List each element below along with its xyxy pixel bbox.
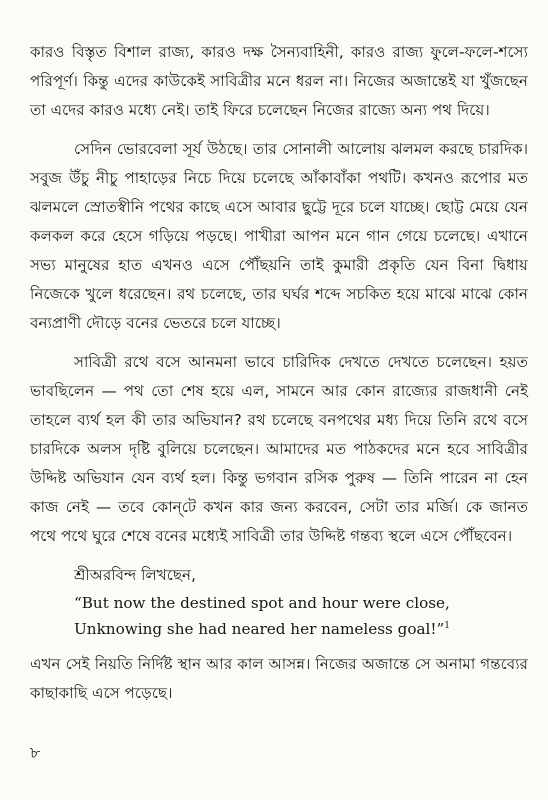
body-text: [30, 38, 528, 718]
closing-paragraph: এখন সেই নিয়তি নির্দিষ্ট স্থান আর কাল আসন্ন। নিজের অজান্তে সে অনামা গন্তব্যের কাছাকাছি এসে পড়েছে।: [30, 655, 528, 702]
footnote-marker: 1: [444, 620, 451, 631]
paragraph-3: সাবিত্রী রথে বসে আনমনা ভাবে চারিদিক দেখতে দেখতে চলেছেন। হয়ত ভাবছিলেন — পথ তো শেষ হয়ে এল, সামনে আর কোন রাজ্যের রাজধানী নেই তাহলে ব্যর্থ হল কী তার অভিযান? রথ চলেছে বনপথের মধ্য দিয়ে তিনি রথে বসে চারদিকে অলস দৃষ্টি বুলিয়ে চলেছেন। আমাদের মত পাঠকদের মনে হবে সাবিত্রীর উদ্দিষ্ট অভিযান যেন ব্যর্থ হল। কিন্তু ভগবান রসিক পুরুষ — তিনি পারেন না হেন কাজ নেই — তবে কোন্‌টে কখন কার জন্য করবেন, সেটা তার মর্জি। কে জানত পথে পথে ঘুরে শেষে বনের মধ্যেই সাবিত্রী তার উদ্দিষ্ট গন্তব্য স্থলে এসে পৌঁছবেন।: [30, 353, 528, 545]
quote-line-2-text: Unknowing she had neared her nameless goal!”: [74, 620, 445, 638]
quote-line-1: “But now the destined spot and hour were close,: [74, 594, 450, 612]
paragraph-1: কারও বিস্তৃত বিশাল রাজ্য, কারও দক্ষ সৈন্যবাহিনী, কারও রাজ্য ফুলে-ফলে-শস্যে পরিপূর্ণ। কিন্তু এদের কাউকেই সাবিত্রীর মনে ধরল না। নিজের অজান্তেই যা খুঁজছেন তা এদের কারও মধ্যে নেই। তাই ফিরে চলেছেন নিজের রাজ্যে অন্য পথ দিয়ে।: [30, 43, 528, 119]
quote-line-2: [74, 616, 528, 642]
block-quote: [30, 590, 528, 642]
paragraph-2: সেদিন ভোরবেলা সূর্য উঠছে। তার সোনালী আলোয় ঝলমল করছে চারদিক। সবুজ উঁচু নীচু পাহাড়ের নিচে দিয়ে চলেছে আঁকাবাঁকা পথটি। কখনও রূপোর মত ঝলমলে স্রোতস্বীনি পথের কাছে এসে আবার ছুট্টে দূরে চলে যাচ্ছে। ছোট্ট মেয়ে যেন কলকল করে হেসে গড়িয়ে পড়ছে। পাখীরা আপন মনে গান গেয়ে চলেছে। এখানে সভ্য মানুষের হাত এখনও এসে পৌঁছয়নি তাই কুমারী প্রকৃতি যেন বিনা দ্বিধায় নিজেকে খুলে ধরেছেন। রথ চলেছে, তার ঘর্ঘর শব্দে সচকিত হয়ে মাঝে মাঝে কোন বন্যপ্রাণী দৌড়ে বনের ভেতরে চলে যাচ্ছে।: [30, 140, 528, 332]
page-number: ৮: [30, 743, 41, 762]
quote-attribution: শ্রীঅরবিন্দ লিখছেন,: [74, 566, 196, 584]
